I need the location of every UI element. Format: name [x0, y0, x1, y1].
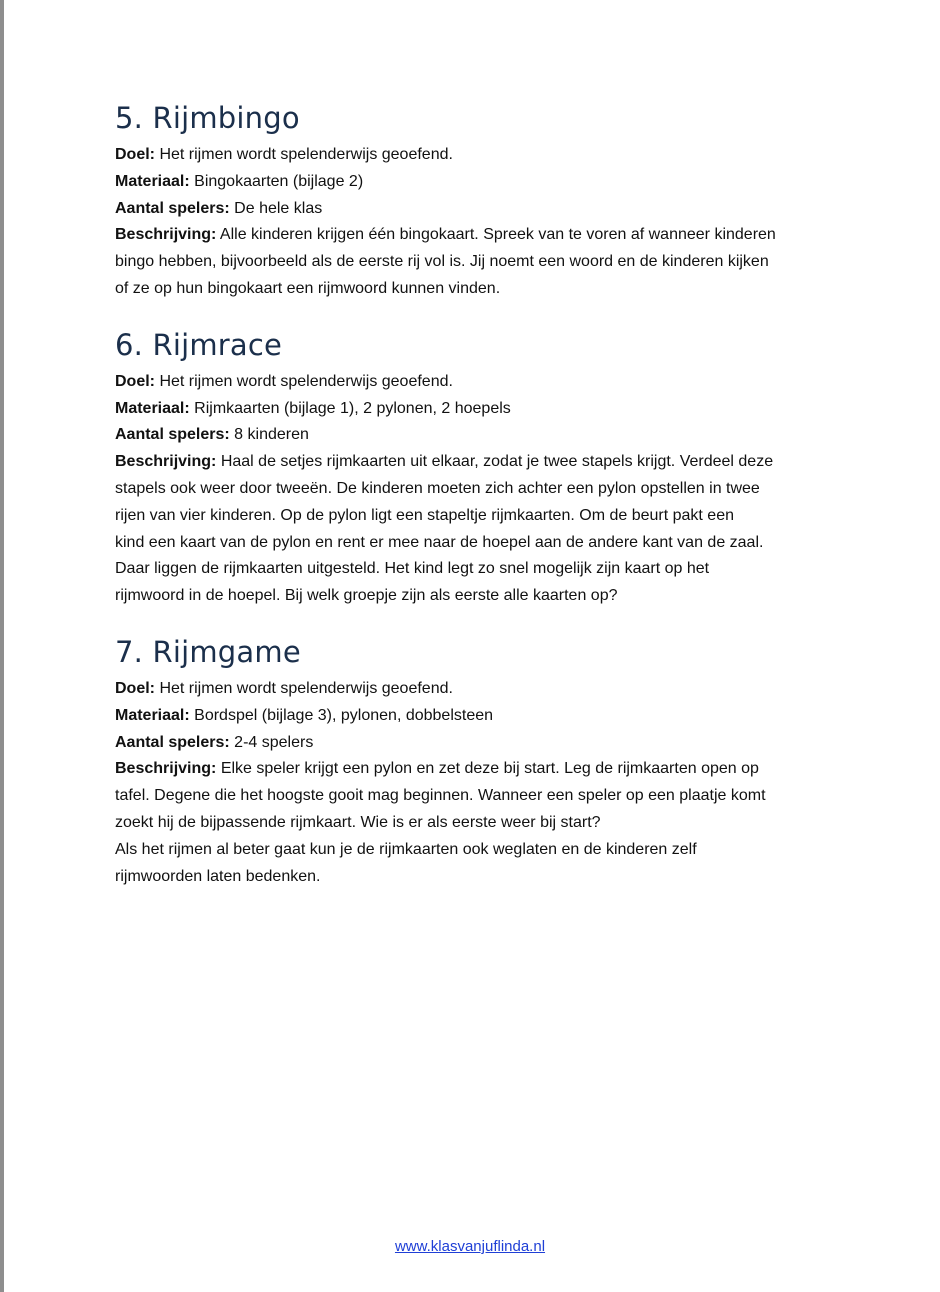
beschrijving-line: tafel. Degene die het hoogste gooit mag beginnen. Wanneer een speler op een plaatje komt — [115, 787, 766, 805]
materiaal-label: Materiaal: — [115, 706, 190, 724]
materiaal-value: Bordspel (bijlage 3), pylonen, dobbelsteen — [194, 706, 494, 724]
beschrijving-line: rijmwoord in de hoepel. Bij welk groepje zijn als eerste alle kaarten op? — [115, 587, 618, 605]
beschrijving-line: of ze op hun bingokaart een rijmwoord kunnen vinden. — [115, 279, 501, 297]
materiaal-line — [115, 703, 855, 730]
document-body — [115, 98, 855, 912]
spelers-label: Aantal spelers: — [115, 733, 230, 751]
doel-label: Doel: — [115, 372, 155, 390]
doel-line — [115, 142, 855, 169]
section-rijmbingo — [115, 98, 855, 303]
beschrijving-label: Beschrijving: — [115, 226, 217, 244]
beschrijving-line: rijen van vier kinderen. Op de pylon ligt een stapeltje rijmkaarten. Om de beurt pakt een — [115, 506, 734, 524]
doel-line — [115, 676, 855, 703]
beschrijving-line — [115, 756, 855, 783]
section-title: 6. Rijmrace — [115, 327, 283, 362]
materiaal-label: Materiaal: — [115, 172, 190, 190]
beschrijving-text: Alle kinderen krijgen één bingokaart. Spreek van te voren af wanneer kinderen — [219, 226, 776, 244]
beschrijving-line: Als het rijmen al beter gaat kun je de rijmkaarten ook weglaten en de kinderen zelf — [115, 840, 697, 858]
beschrijving-text: Elke speler krijgt een pylon en zet deze bij start. Leg de rijmkaarten open op — [220, 760, 759, 778]
section-rijmgame — [115, 632, 855, 890]
spelers-line — [115, 196, 855, 223]
beschrijving-line: zoekt hij de bijpassende rijmkaart. Wie is er als eerste weer bij start? — [115, 813, 601, 831]
beschrijving-line: Daar liggen de rijmkaarten uitgesteld. Het kind legt zo snel mogelijk zijn kaart op het — [115, 560, 710, 578]
footer — [0, 1238, 940, 1255]
doel-label: Doel: — [115, 679, 155, 697]
doel-label: Doel: — [115, 146, 155, 163]
spelers-value: De hele klas — [234, 199, 323, 217]
materiaal-value: Bingokaarten (bijlage 2) — [194, 172, 364, 190]
section-title: 7. Rijmgame — [115, 634, 301, 669]
doel-value: Het rijmen wordt spelenderwijs geoefend. — [159, 372, 453, 390]
beschrijving-label: Beschrijving: — [115, 453, 217, 471]
doel-value: Het rijmen wordt spelenderwijs geoefend. — [159, 146, 453, 163]
materiaal-line — [115, 396, 855, 423]
beschrijving-line: rijmwoorden laten bedenken. — [115, 867, 321, 885]
materiaal-line — [115, 169, 855, 196]
beschrijving-label: Beschrijving: — [115, 760, 217, 778]
beschrijving-text: Haal de setjes rijmkaarten uit elkaar, zodat je twee stapels krijgt. Verdeel deze — [220, 453, 774, 471]
spelers-label: Aantal spelers: — [115, 426, 230, 444]
beschrijving-line — [115, 222, 855, 249]
section-rijmrace — [115, 325, 855, 610]
spelers-line — [115, 730, 855, 757]
website-link[interactable]: www.klasvanjuflinda.nl — [394, 1238, 546, 1255]
spelers-value: 8 kinderen — [234, 426, 309, 444]
doel-line — [115, 369, 855, 396]
page-edge — [0, 0, 4, 1292]
spelers-label: Aantal spelers: — [115, 199, 230, 217]
materiaal-value: Rijmkaarten (bijlage 1), 2 pylonen, 2 hoepels — [194, 399, 511, 417]
spelers-value: 2-4 spelers — [234, 733, 314, 751]
beschrijving-line — [115, 449, 855, 476]
beschrijving-line: stapels ook weer door tweeën. De kinderen moeten zich achter een pylon opstellen in twee — [115, 479, 760, 497]
section-title: 5. Rijmbingo — [115, 101, 300, 135]
beschrijving-line: kind een kaart van de pylon en rent er mee naar de hoepel aan de andere kant van de zaal. — [115, 533, 764, 551]
doel-value: Het rijmen wordt spelenderwijs geoefend. — [159, 679, 453, 697]
materiaal-label: Materiaal: — [115, 399, 190, 417]
spelers-line — [115, 422, 855, 449]
beschrijving-line: bingo hebben, bijvoorbeeld als de eerste rij vol is. Jij noemt een woord en de kinderen kijken — [115, 253, 769, 271]
